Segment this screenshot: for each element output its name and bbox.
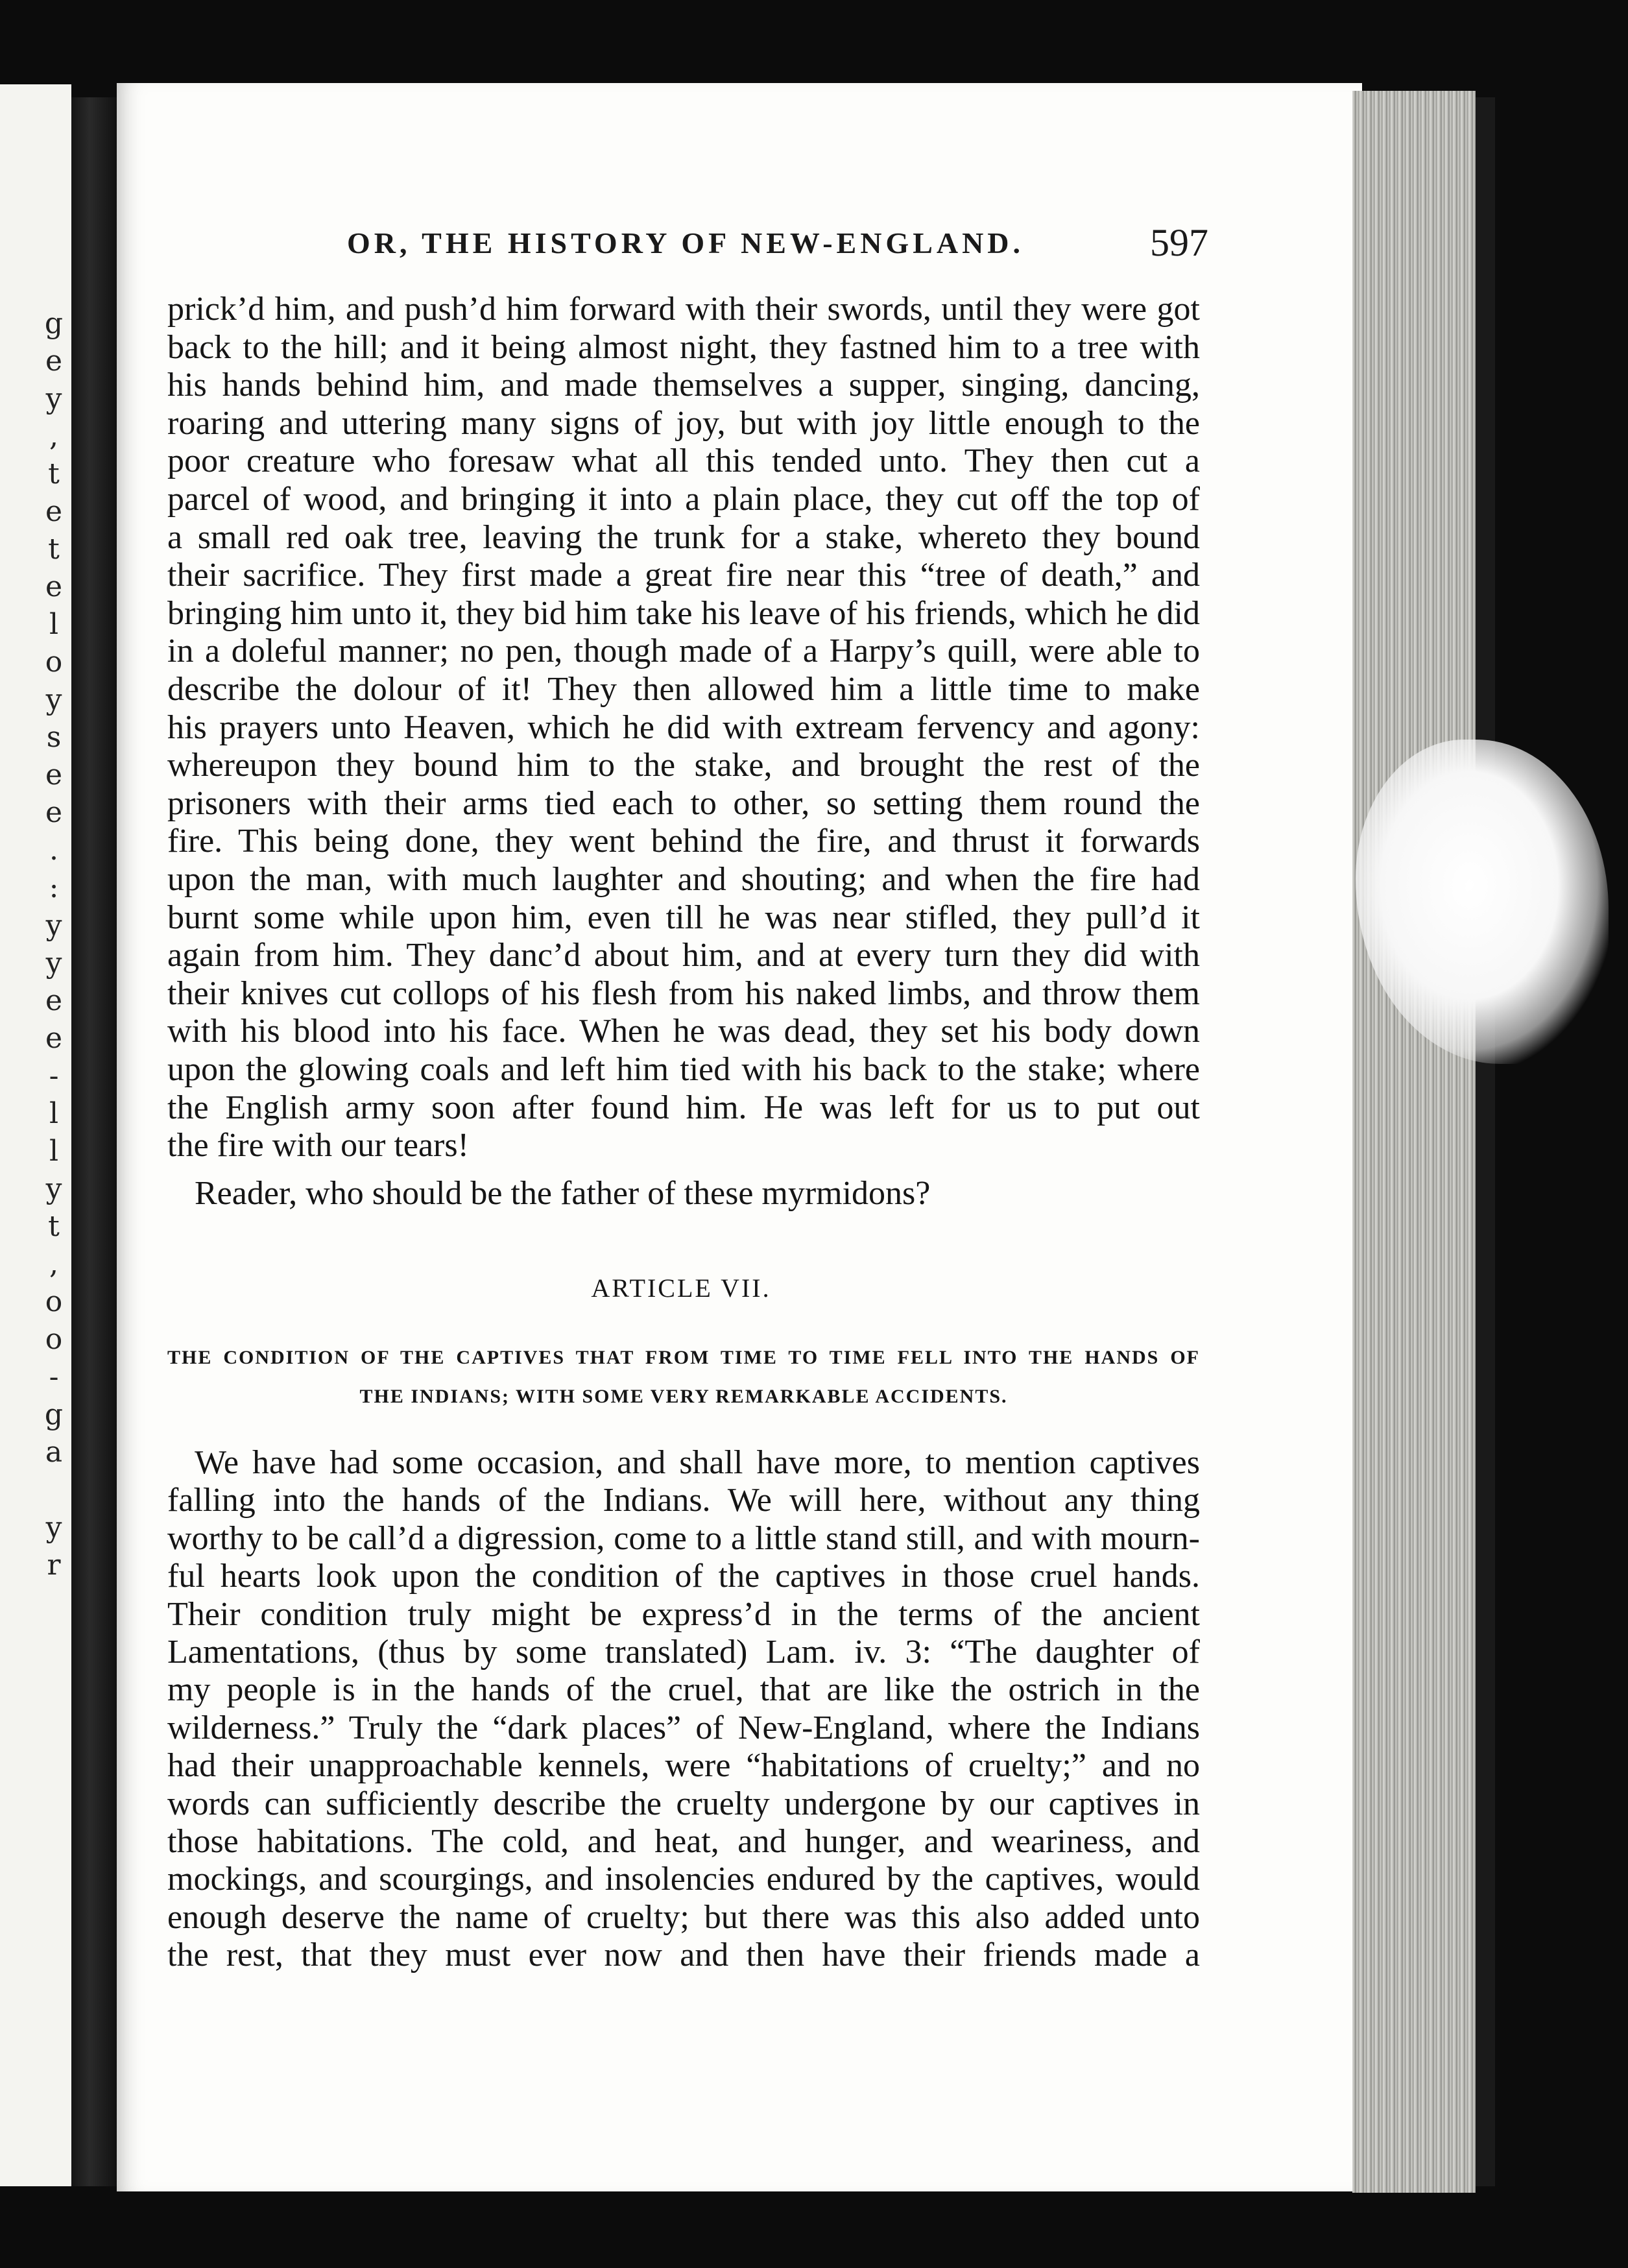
left-page-char: o: [45, 1323, 63, 1356]
left-page-char: g: [44, 307, 64, 340]
left-page-char: s: [46, 721, 62, 754]
text-line: upon the man, with much laughter and shouting; and when the fire had: [167, 861, 1200, 898]
text-line: the fire with our tears!: [167, 1127, 469, 1164]
text-line: ful hearts look upon the condition of the captives in those cruel hands.: [167, 1558, 1200, 1595]
left-page-char: e: [45, 984, 63, 1017]
text-line: bringing him unto it, they bid him take his leave of his friends, which he did: [167, 594, 1200, 632]
text-line: again from him. They danc’d about him, and at every turn they did with: [167, 937, 1200, 974]
left-page-char: o: [45, 1285, 63, 1318]
running-head: OR, THE HISTORY OF NEW-ENGLAND.: [347, 226, 1025, 259]
text-line: his hands behind him, and made themselves a supper, singing, dancing,: [167, 367, 1200, 404]
left-page-char: l: [49, 608, 59, 641]
text-line: Their condition truly might be express’d in the terms of the ancient: [167, 1595, 1200, 1633]
text-line: my people is in the hands of the cruel, that are like the ostrich in the: [167, 1671, 1200, 1709]
left-page-char: y: [45, 947, 62, 980]
text-line: his prayers unto Heaven, which he did with extream fervency and agony:: [167, 708, 1200, 746]
left-page-char: y: [45, 1172, 62, 1205]
left-page-char: y: [45, 683, 62, 716]
text-line: a small red oak tree, leaving the trunk for a stake, whereto they bound: [167, 518, 1200, 556]
left-page-char: e: [45, 570, 63, 603]
text-line: roaring and uttering many signs of joy, but with joy little enough to the: [167, 404, 1200, 442]
left-page-char: o: [45, 645, 63, 679]
text-line: the English army soon after found him. He was left for us to put out: [167, 1089, 1200, 1126]
page-edge-shadow: [1476, 97, 1495, 2186]
text-line: prisoners with their arms tied each to other, so setting them round the: [167, 784, 1200, 822]
text-line: those habitations. The cold, and heat, and hunger, and weariness, and: [167, 1823, 1200, 1860]
text-line: Reader, who should be the father of these myrmidons?: [195, 1175, 931, 1212]
text-line: in a doleful manner; no pen, though made of a Harpy’s quill, were able to: [167, 633, 1200, 670]
text-line: had their unapproachable kennels, were “habitations of cruelty;” and no: [167, 1747, 1200, 1785]
text-line: mockings, and scourgings, and insolencies endured by the captives, would: [167, 1861, 1200, 1898]
left-page-char: y: [45, 909, 62, 942]
page-number: 597: [1150, 221, 1208, 264]
text-line: prick’d him, and push’d him forward with their swords, until they were got: [167, 291, 1200, 328]
page-edges: [1352, 91, 1476, 2193]
text-line: the rest, that they must ever now and then have their friends made a: [167, 1936, 1200, 1974]
text-line: fire. This being done, they went behind the fire, and thrust it forwards: [167, 823, 1200, 860]
left-page-char: [38, 1471, 70, 1509]
left-page-char: y: [45, 1511, 62, 1544]
left-page-char: ,: [49, 1248, 58, 1281]
left-page-char: g: [44, 1398, 64, 1431]
left-page-char: e: [45, 1022, 63, 1055]
text-line: wilderness.” Truly the “dark places” of New-England, where the Indians: [167, 1709, 1200, 1746]
left-page-char: -: [49, 1059, 59, 1092]
text-line: parcel of wood, and bringing it into a plain place, they cut off the top of: [167, 481, 1200, 518]
left-page-text-fragment: [38, 305, 70, 1584]
article-caption-line-1: THE CONDITION OF THE CAPTIVES THAT FROM TIME TO TIME FELL INTO THE HANDS OF: [167, 1347, 1200, 1368]
left-page-char: -: [49, 1360, 59, 1393]
text-line: enough deserve the name of cruelty; but there was this also added unto: [167, 1898, 1200, 1936]
left-page-char: t: [48, 1210, 60, 1243]
text-line: falling into the hands of the Indians. We will here, without any thing: [167, 1482, 1200, 1519]
left-page-char: .: [49, 834, 58, 867]
text-line: whereupon they bound him to the stake, and brought the rest of the: [167, 747, 1200, 784]
left-page-char: e: [45, 495, 63, 528]
text-line: upon the glowing coals and left him tied with his back to the stake; where: [167, 1051, 1200, 1088]
text-line: We have had some occasion, and shall have more, to mention captives: [195, 1444, 1200, 1481]
left-page-char: :: [49, 871, 59, 904]
text-line: their knives cut collops of his flesh from his naked limbs, and throw them: [167, 974, 1200, 1012]
text-line: with his blood into his face. When he was dead, they set his body down: [167, 1013, 1200, 1050]
article-caption-line-2: THE INDIANS; WITH SOME VERY REMARKABLE ACCIDENTS.: [359, 1386, 1008, 1407]
article-title: ARTICLE VII.: [591, 1273, 771, 1303]
left-page-char: e: [45, 344, 63, 378]
left-page-char: l: [49, 1097, 59, 1130]
left-page-char: r: [47, 1549, 61, 1582]
left-page-char: e: [45, 796, 63, 829]
left-page-char: t: [48, 457, 60, 490]
left-page-char: a: [45, 1436, 63, 1469]
left-page-char: ,: [49, 420, 58, 453]
text-line: back to the hill; and it being almost night, they fastned him to a tree with: [167, 328, 1200, 366]
left-page-char: t: [48, 533, 60, 566]
text-line: Lamentations, (thus by some translated) Lam. iv. 3: “The daughter of: [167, 1634, 1200, 1671]
text-line: poor creature who foresaw what all this tended unto. They then cut a: [167, 442, 1200, 480]
left-page-char: l: [49, 1135, 59, 1168]
text-line: words can sufficiently describe the cruelty undergone by our captives in: [167, 1785, 1200, 1822]
text-line: burnt some while upon him, even till he was near stifled, they pull’d it: [167, 899, 1200, 936]
left-page-char: e: [45, 758, 63, 791]
gutter-shadow: [71, 97, 117, 2186]
text-line: describe the dolour of it! They then allowed him a little time to make: [167, 671, 1200, 708]
text-line: their sacrifice. They first made a great fire near this “tree of death,” and: [167, 557, 1200, 594]
left-page-char: y: [45, 382, 62, 415]
text-line: worthy to be call’d a digression, come to a little stand still, and with mourn-: [167, 1519, 1200, 1557]
